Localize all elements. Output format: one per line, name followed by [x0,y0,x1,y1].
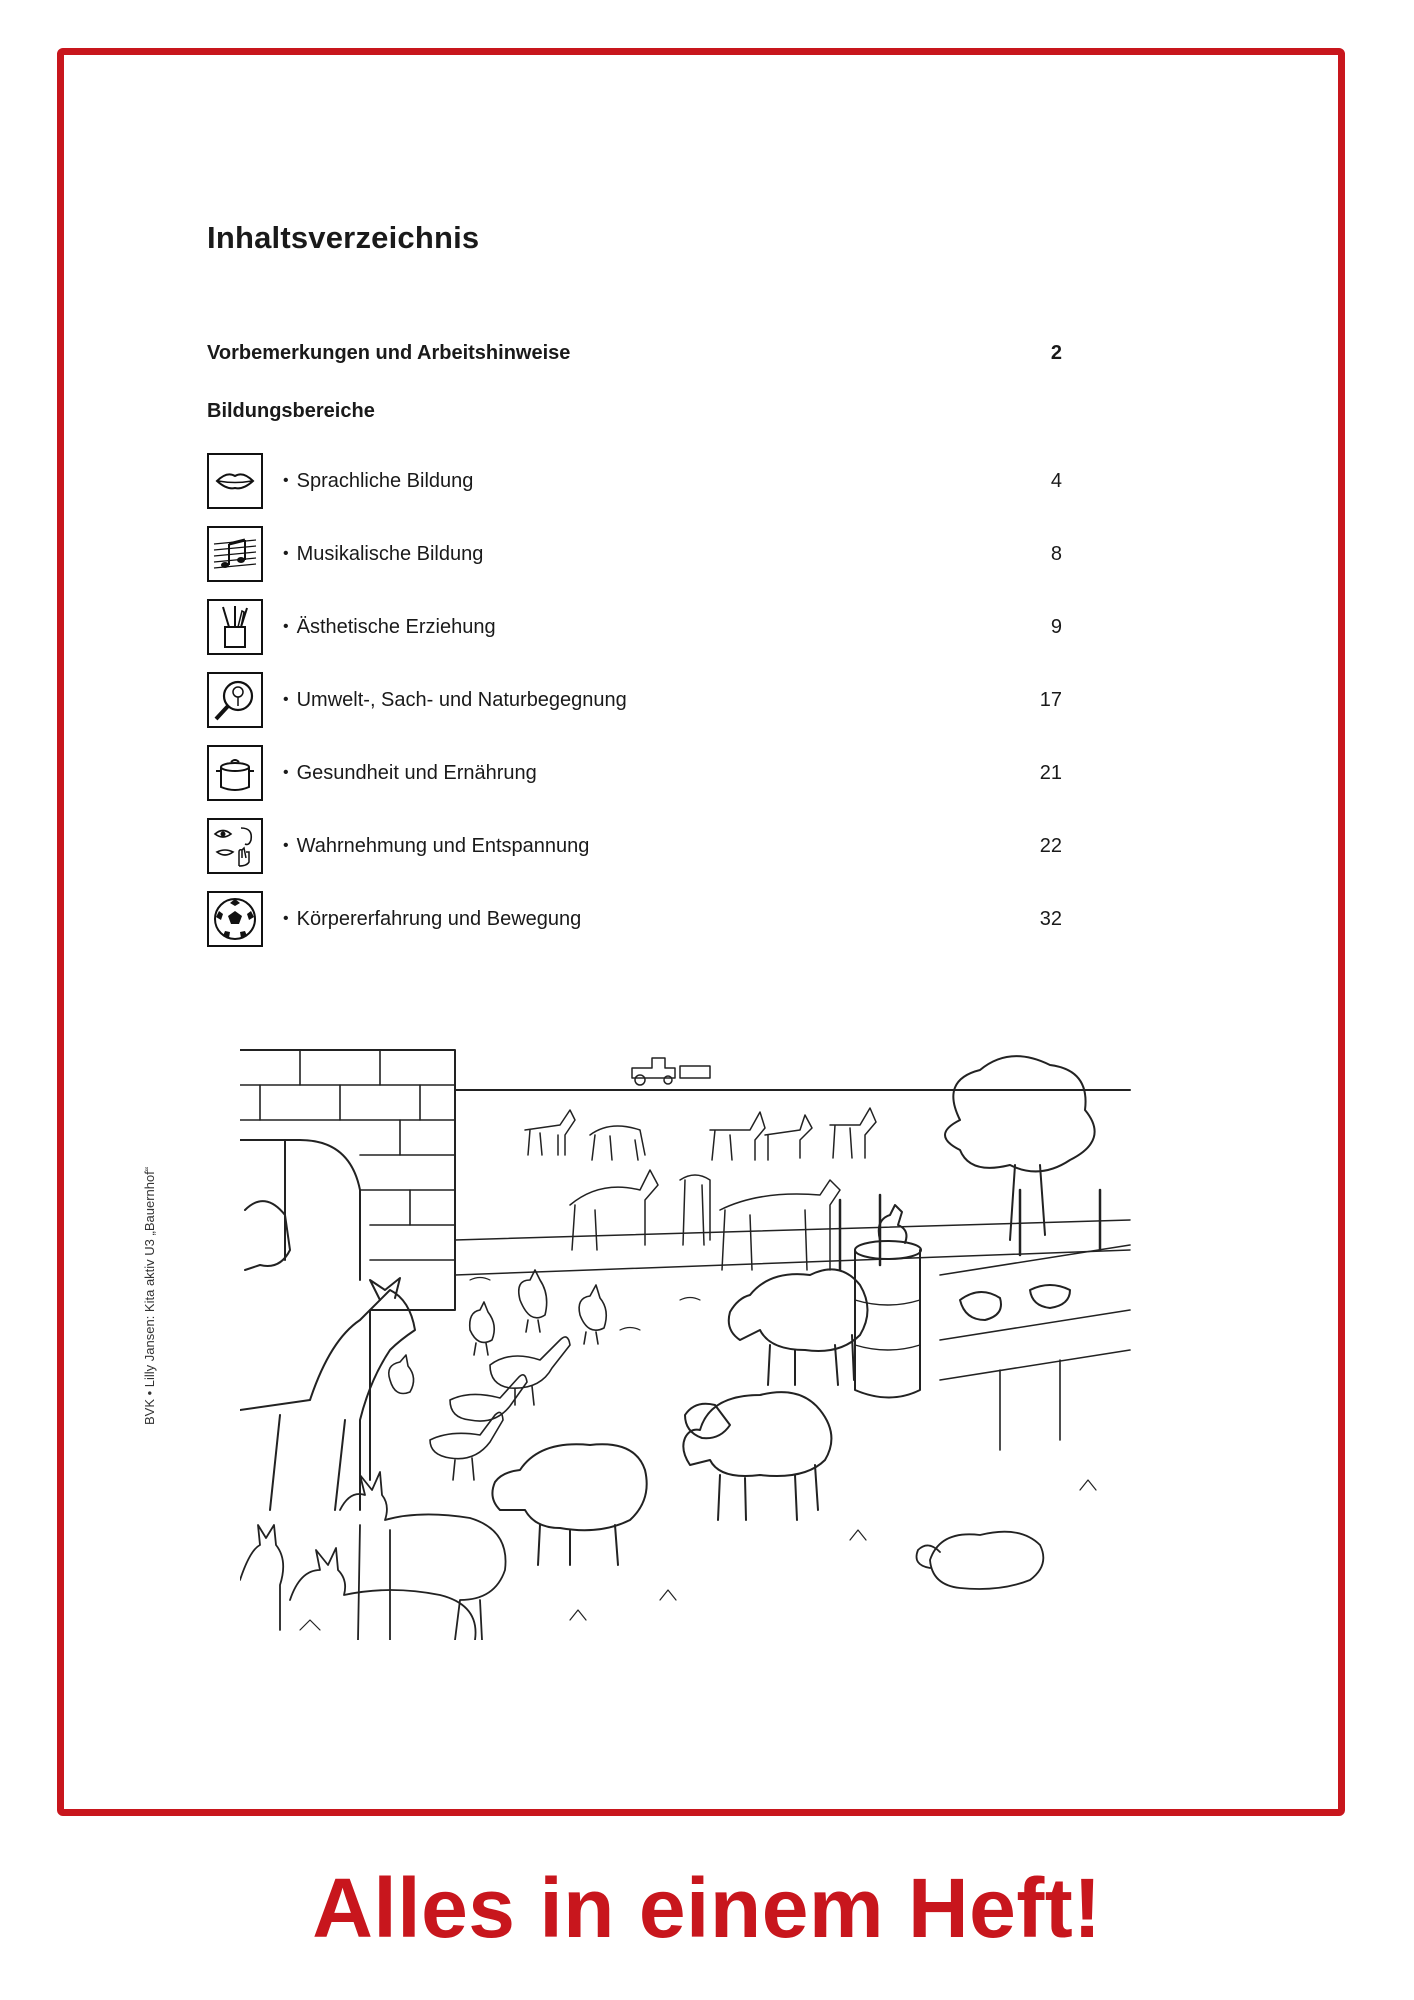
football-icon [207,891,263,947]
toc-item-label: Körpererfahrung und Bewegung [296,907,582,930]
toc-intro-row [207,342,1062,365]
lips-icon [207,453,263,509]
bullet: • [283,618,289,635]
toc-item [207,889,1062,949]
toc-intro-label: Vorbemerkungen und Arbeitshinweise [207,342,571,364]
toc-item [207,816,1062,876]
bullet: • [283,472,289,489]
bullet: • [283,691,289,708]
bullet: • [283,545,289,562]
toc-item [207,743,1062,803]
bullet: • [283,837,289,854]
bullet: • [283,764,289,781]
toc-item [207,670,1062,730]
toc-item [207,524,1062,584]
bullet: • [283,910,289,927]
section-heading: Bildungsbereiche [207,400,375,422]
toc-item-page: 9 [1050,615,1062,638]
toc-item-page: 4 [1050,469,1062,492]
toc-item-page: 22 [1039,834,1062,857]
toc-item-label: Umwelt-, Sach- und Naturbegegnung [296,688,627,711]
farmyard-illustration [240,1040,1140,1640]
toc-item-label: Sprachliche Bildung [296,469,474,492]
toc-intro-page: 2 [1050,342,1062,364]
side-credit: BVK • Lilly Jansen: Kita aktiv U3 „Bauernhof“ [142,1166,157,1425]
toc-item [207,597,1062,657]
magnifier-tree-icon [207,672,263,728]
toc-item-label: Ästhetische Erziehung [296,615,496,638]
music-notes-icon [207,526,263,582]
senses-icon [207,818,263,874]
toc-item-label: Musikalische Bildung [296,542,484,565]
cooking-pot-icon [207,745,263,801]
toc-title: Inhaltsverzeichnis [207,220,480,255]
toc-item-page: 21 [1039,761,1062,784]
toc-item-label: Gesundheit und Ernährung [296,761,537,784]
toc-item-label: Wahrnehmung und Entspannung [296,834,590,857]
toc-item-page: 8 [1050,542,1062,565]
pencil-cup-icon [207,599,263,655]
toc-item-page: 17 [1039,688,1062,711]
headline: Alles in einem Heft! [312,1861,1102,1955]
toc-item [207,451,1062,511]
toc-item-page: 32 [1039,907,1062,930]
